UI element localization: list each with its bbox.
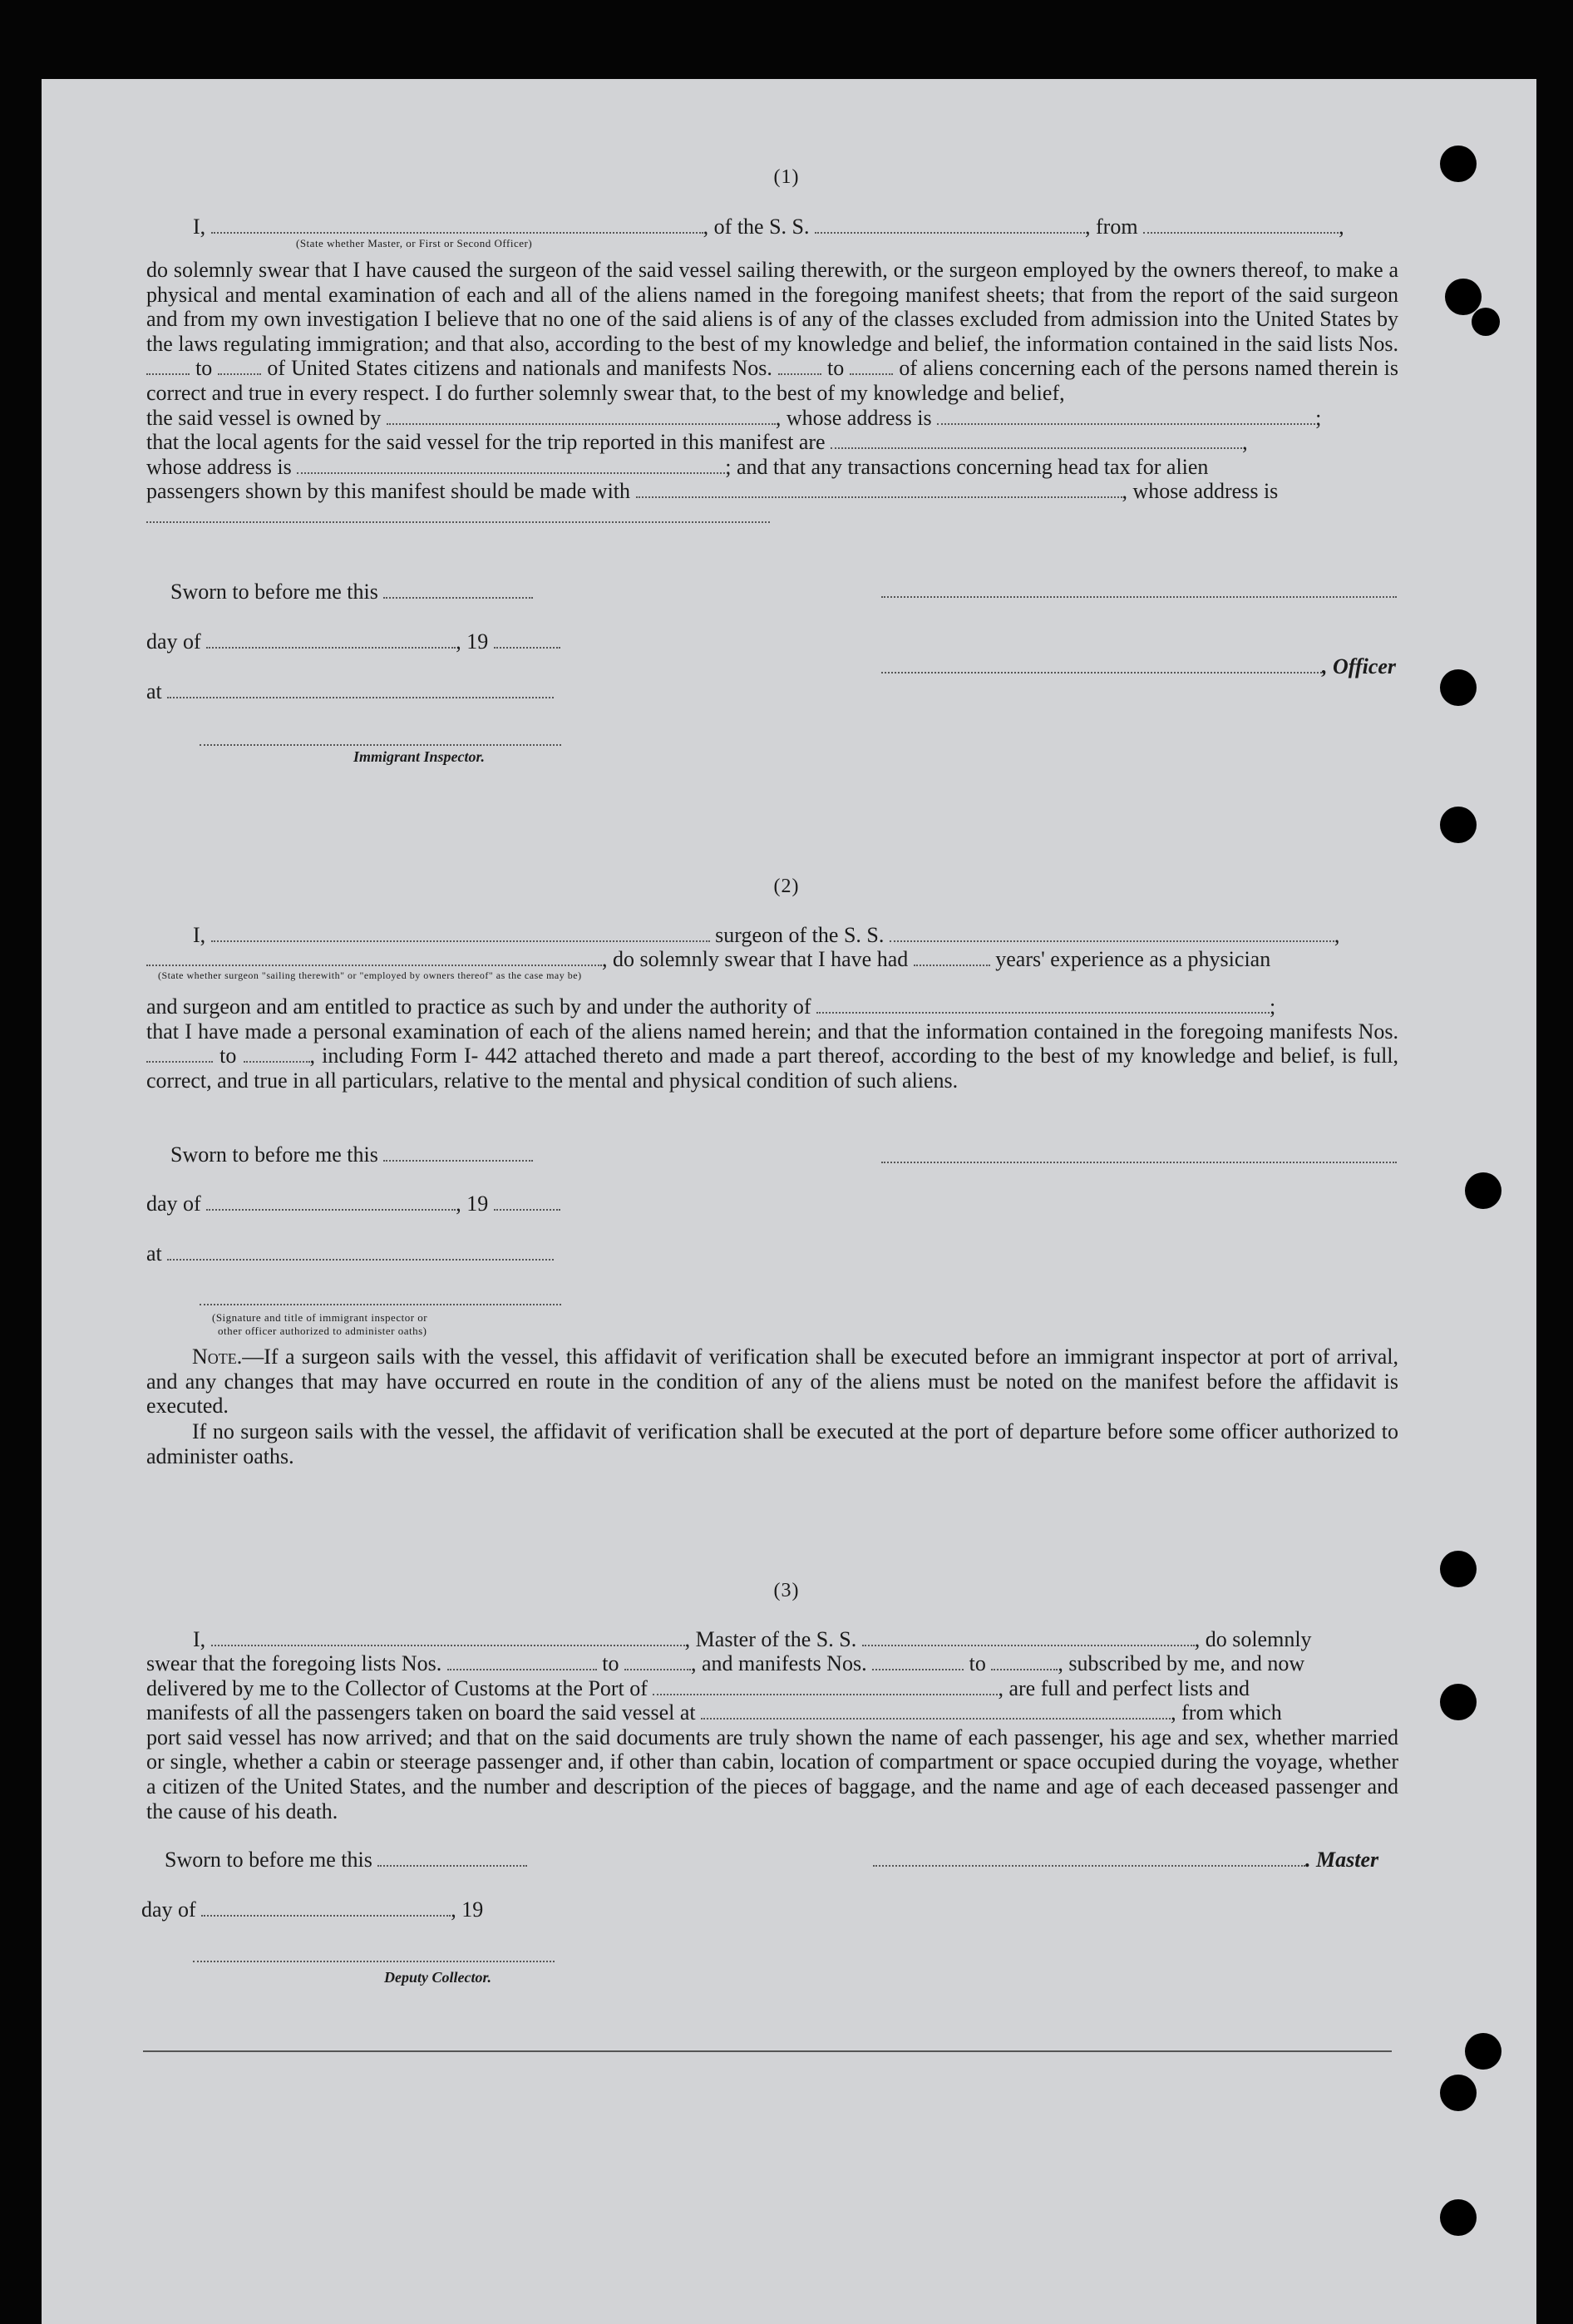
- punch-hole: [1465, 2033, 1502, 2070]
- s3-line1: I, , Master of the S. S. , do solemnly: [193, 1627, 1312, 1651]
- punch-hole: [1440, 2075, 1477, 2111]
- s2-sworn: Sworn to before me this: [170, 1142, 533, 1167]
- officer-note: (State whether Master, or First or Second Officer): [296, 237, 533, 249]
- bottom-rule: [143, 2050, 1392, 2052]
- punch-hole: [1440, 807, 1477, 843]
- section-2-number: (2): [773, 876, 800, 897]
- s1-line1: I, , of the S. S. , from ,: [193, 215, 1344, 239]
- s2-at: at: [146, 1241, 554, 1266]
- s1-inspector-line: [200, 743, 561, 746]
- punch-hole: [1445, 279, 1482, 315]
- section-3-number: (3): [773, 1580, 800, 1601]
- punch-hole: [1440, 669, 1477, 706]
- s3-deputy-caption: Deputy Collector.: [384, 1969, 491, 1986]
- s1-body: do solemnly swear that I have caused the surgeon of the said vessel sailing therewith, or the surgeon employed by the owners thereof, to make a physical and mental examination of each and all of the aliens named in the foregoing manifest sheets; that from the report of the said surgeon and from my own investigation I believe that no one of the said aliens is of any of the classes excluded from admission into the United States by the laws regulating immigration; and that also, according to the best of my knowledge and belief, the information contained in the said lists Nos. to of United States citizens and nationals and manifests Nos. to of aliens concerning each of the persons named therein is correct and true in every respect. I do further solemnly swear that, to the best of my knowledge and belief, the said vessel is owned by , whose address is ; that the local agents for the said vessel for the trip reported in this manifest are , whose address is ; and that any transactions concerning head tax for alien passengers shown by this manifest should be made with , whose address is: [146, 258, 1398, 529]
- s3-master: . Master: [873, 1848, 1378, 1873]
- punch-hole: [1440, 2199, 1477, 2236]
- s2-line2: , do solemnly swear that I have had years' experience as a physician: [146, 947, 1270, 972]
- s2-line1: I, surgeon of the S. S. ,: [193, 923, 1340, 947]
- s2-body: and surgeon and am entitled to practice as such by and under the authority of ; that I have made a personal examination of each of the aliens named herein; and that the information contained in the foregoing manifests Nos. to , including Form I- 442 attached thereto and made a part thereof, according to the best of my knowledge and belief, is full, correct, and true in all particulars, relative to the mental and physical condition of such aliens.: [146, 994, 1399, 1093]
- s1-at: at: [146, 679, 554, 704]
- s2-signature-line-lower: [200, 1302, 561, 1305]
- punch-hole: [1472, 308, 1500, 336]
- s1-signature-line: [881, 595, 1397, 598]
- s3-day-of: day of , 19: [141, 1897, 484, 1922]
- s2-note: Note.—If a surgeon sails with the vessel, this affidavit of verification shall be executed before an immigrant inspector at port of arrival, and any changes that may have occurred en route in the condition of any of the aliens must be noted on the manifest before the affidavit is executed.: [146, 1345, 1398, 1419]
- signature-note-1: (Signature and title of immigrant inspector or: [212, 1311, 428, 1324]
- s1-day-of: day of , 19: [146, 629, 560, 654]
- s2-note-2: If no surgeon sails with the vessel, the affidavit of verification shall be executed at the port of departure before some officer authorized to administer oaths.: [146, 1419, 1398, 1468]
- s3-sworn: Sworn to before me this: [165, 1848, 527, 1873]
- s3-deputy-line: [193, 1959, 555, 1962]
- s2-day-of: day of , 19: [146, 1192, 560, 1216]
- section-1-number: (1): [773, 166, 800, 188]
- s1-officer: , Officer: [881, 654, 1396, 679]
- s1-inspector-caption: Immigrant Inspector.: [353, 748, 486, 765]
- punch-hole: [1440, 1684, 1477, 1720]
- s2-signature-line: [881, 1160, 1397, 1163]
- s1-sworn: Sworn to before me this: [170, 580, 533, 604]
- surgeon-note: (State whether surgeon "sailing therewith" or "employed by owners thereof" as the case may be): [158, 970, 582, 981]
- punch-hole: [1465, 1172, 1502, 1209]
- s3-body: swear that the foregoing lists Nos. to , and manifests Nos. to , subscribed by me, and now delivered by me to the Collector of Customs at the Port of , are full and perfect lists and manifests of all the passengers taken on board the said vessel at , from which port said vessel has now arrived; and that on the said documents are truly shown the name of each passenger, his age and sex, whether married or single, whether a cabin or steerage passenger and, if other than cabin, location of compartment or space occupied during the voyage, whether a citizen of the United States, and the number and description of the pieces of baggage, and the name and age of each deceased passenger and the cause of his death.: [146, 1651, 1398, 1823]
- signature-note-2: other officer authorized to administer oaths): [218, 1325, 427, 1337]
